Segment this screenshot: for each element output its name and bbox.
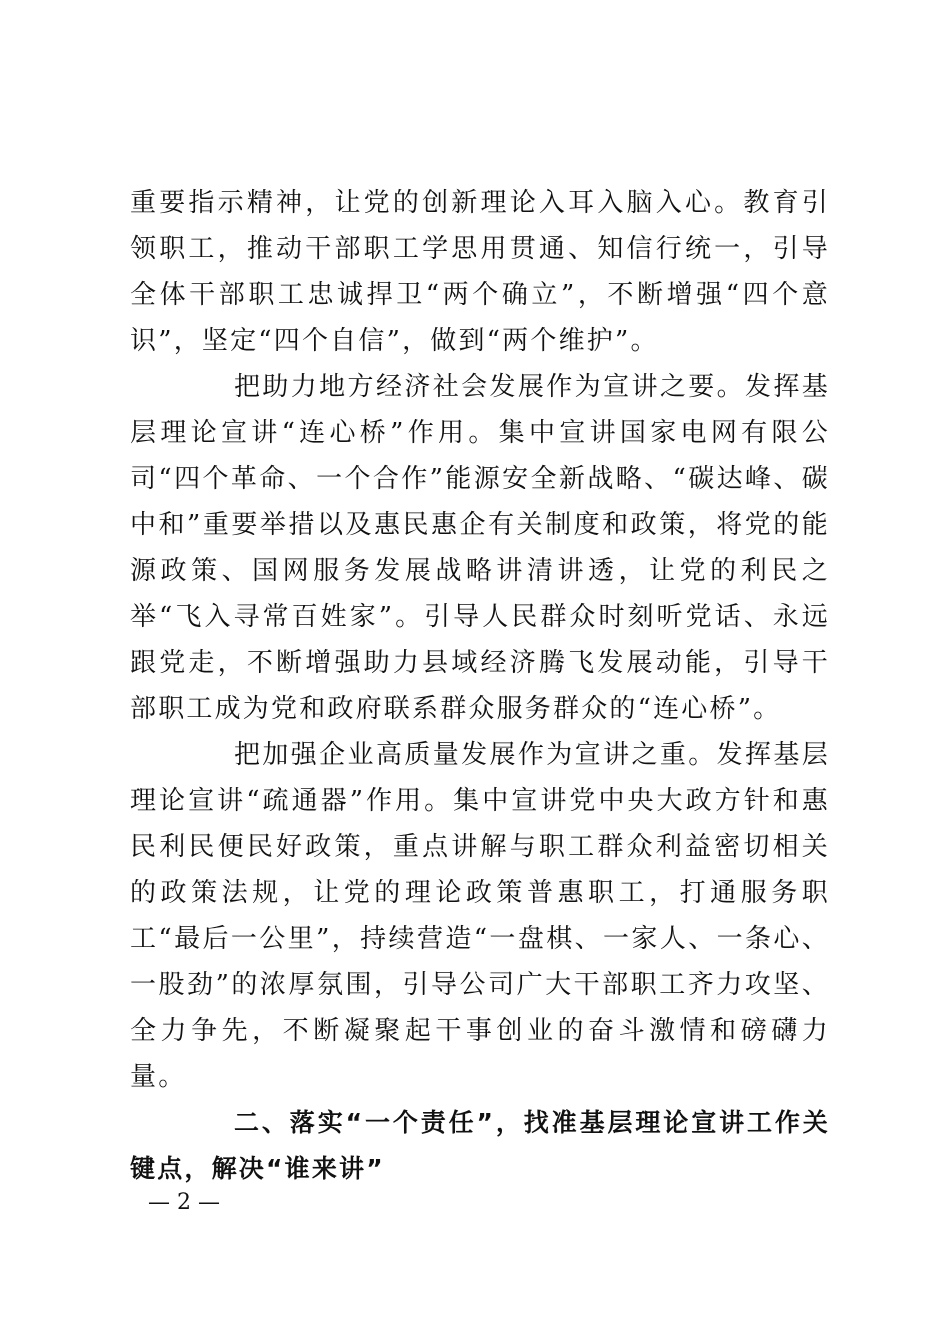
section-heading: 二、落实“一个责任”，找准基层理论宣讲工作关键点，解决“谁来讲” bbox=[130, 1108, 830, 1183]
paragraph-enterprise-development: 把加强企业高质量发展作为宣讲之重。发挥基层理论宣讲“疏通器”作用。集中宣讲党中央大政方针和惠民利民便民好政策，重点讲解与职工群众利益密切相关的政策法规，让党的理论政策普惠职工，打通服务职工“最后一公里”，持续营造“一盘棋、一家人、一条心、一股劲”的浓厚氛围，引导公司广大干部职工齐力攻坚、全力争先，不断凝聚起干事创业的奋斗激情和磅礴力量。 bbox=[130, 740, 830, 1092]
paragraph-continuation: 重要指示精神，让党的创新理论入耳入脑入心。教育引领职工，推动干部职工学思用贯通、知信行统一，引导全体干部职工忠诚捍卫“两个确立”，不断增强“四个意识”，坚定“四个自信”，做到“两个维护”。 bbox=[130, 188, 830, 356]
page-number: — 2 — bbox=[148, 1190, 220, 1215]
paragraph-local-economy: 把助力地方经济社会发展作为宣讲之要。发挥基层理论宣讲“连心桥”作用。集中宣讲国家电网有限公司“四个革命、一个合作”能源安全新战略、“碳达峰、碳中和”重要举措以及惠民惠企有关制度和政策，将党的能源政策、国网服务发展战略讲清讲透，让党的利民之举“飞入寻常百姓家”。引导人民群众时刻听党话、永远跟党走，不断增强助力县域经济腾飞发展动能，引导干部职工成为党和政府联系群众服务群众的“连心桥”。 bbox=[130, 372, 830, 724]
document-body bbox=[130, 180, 830, 1192]
